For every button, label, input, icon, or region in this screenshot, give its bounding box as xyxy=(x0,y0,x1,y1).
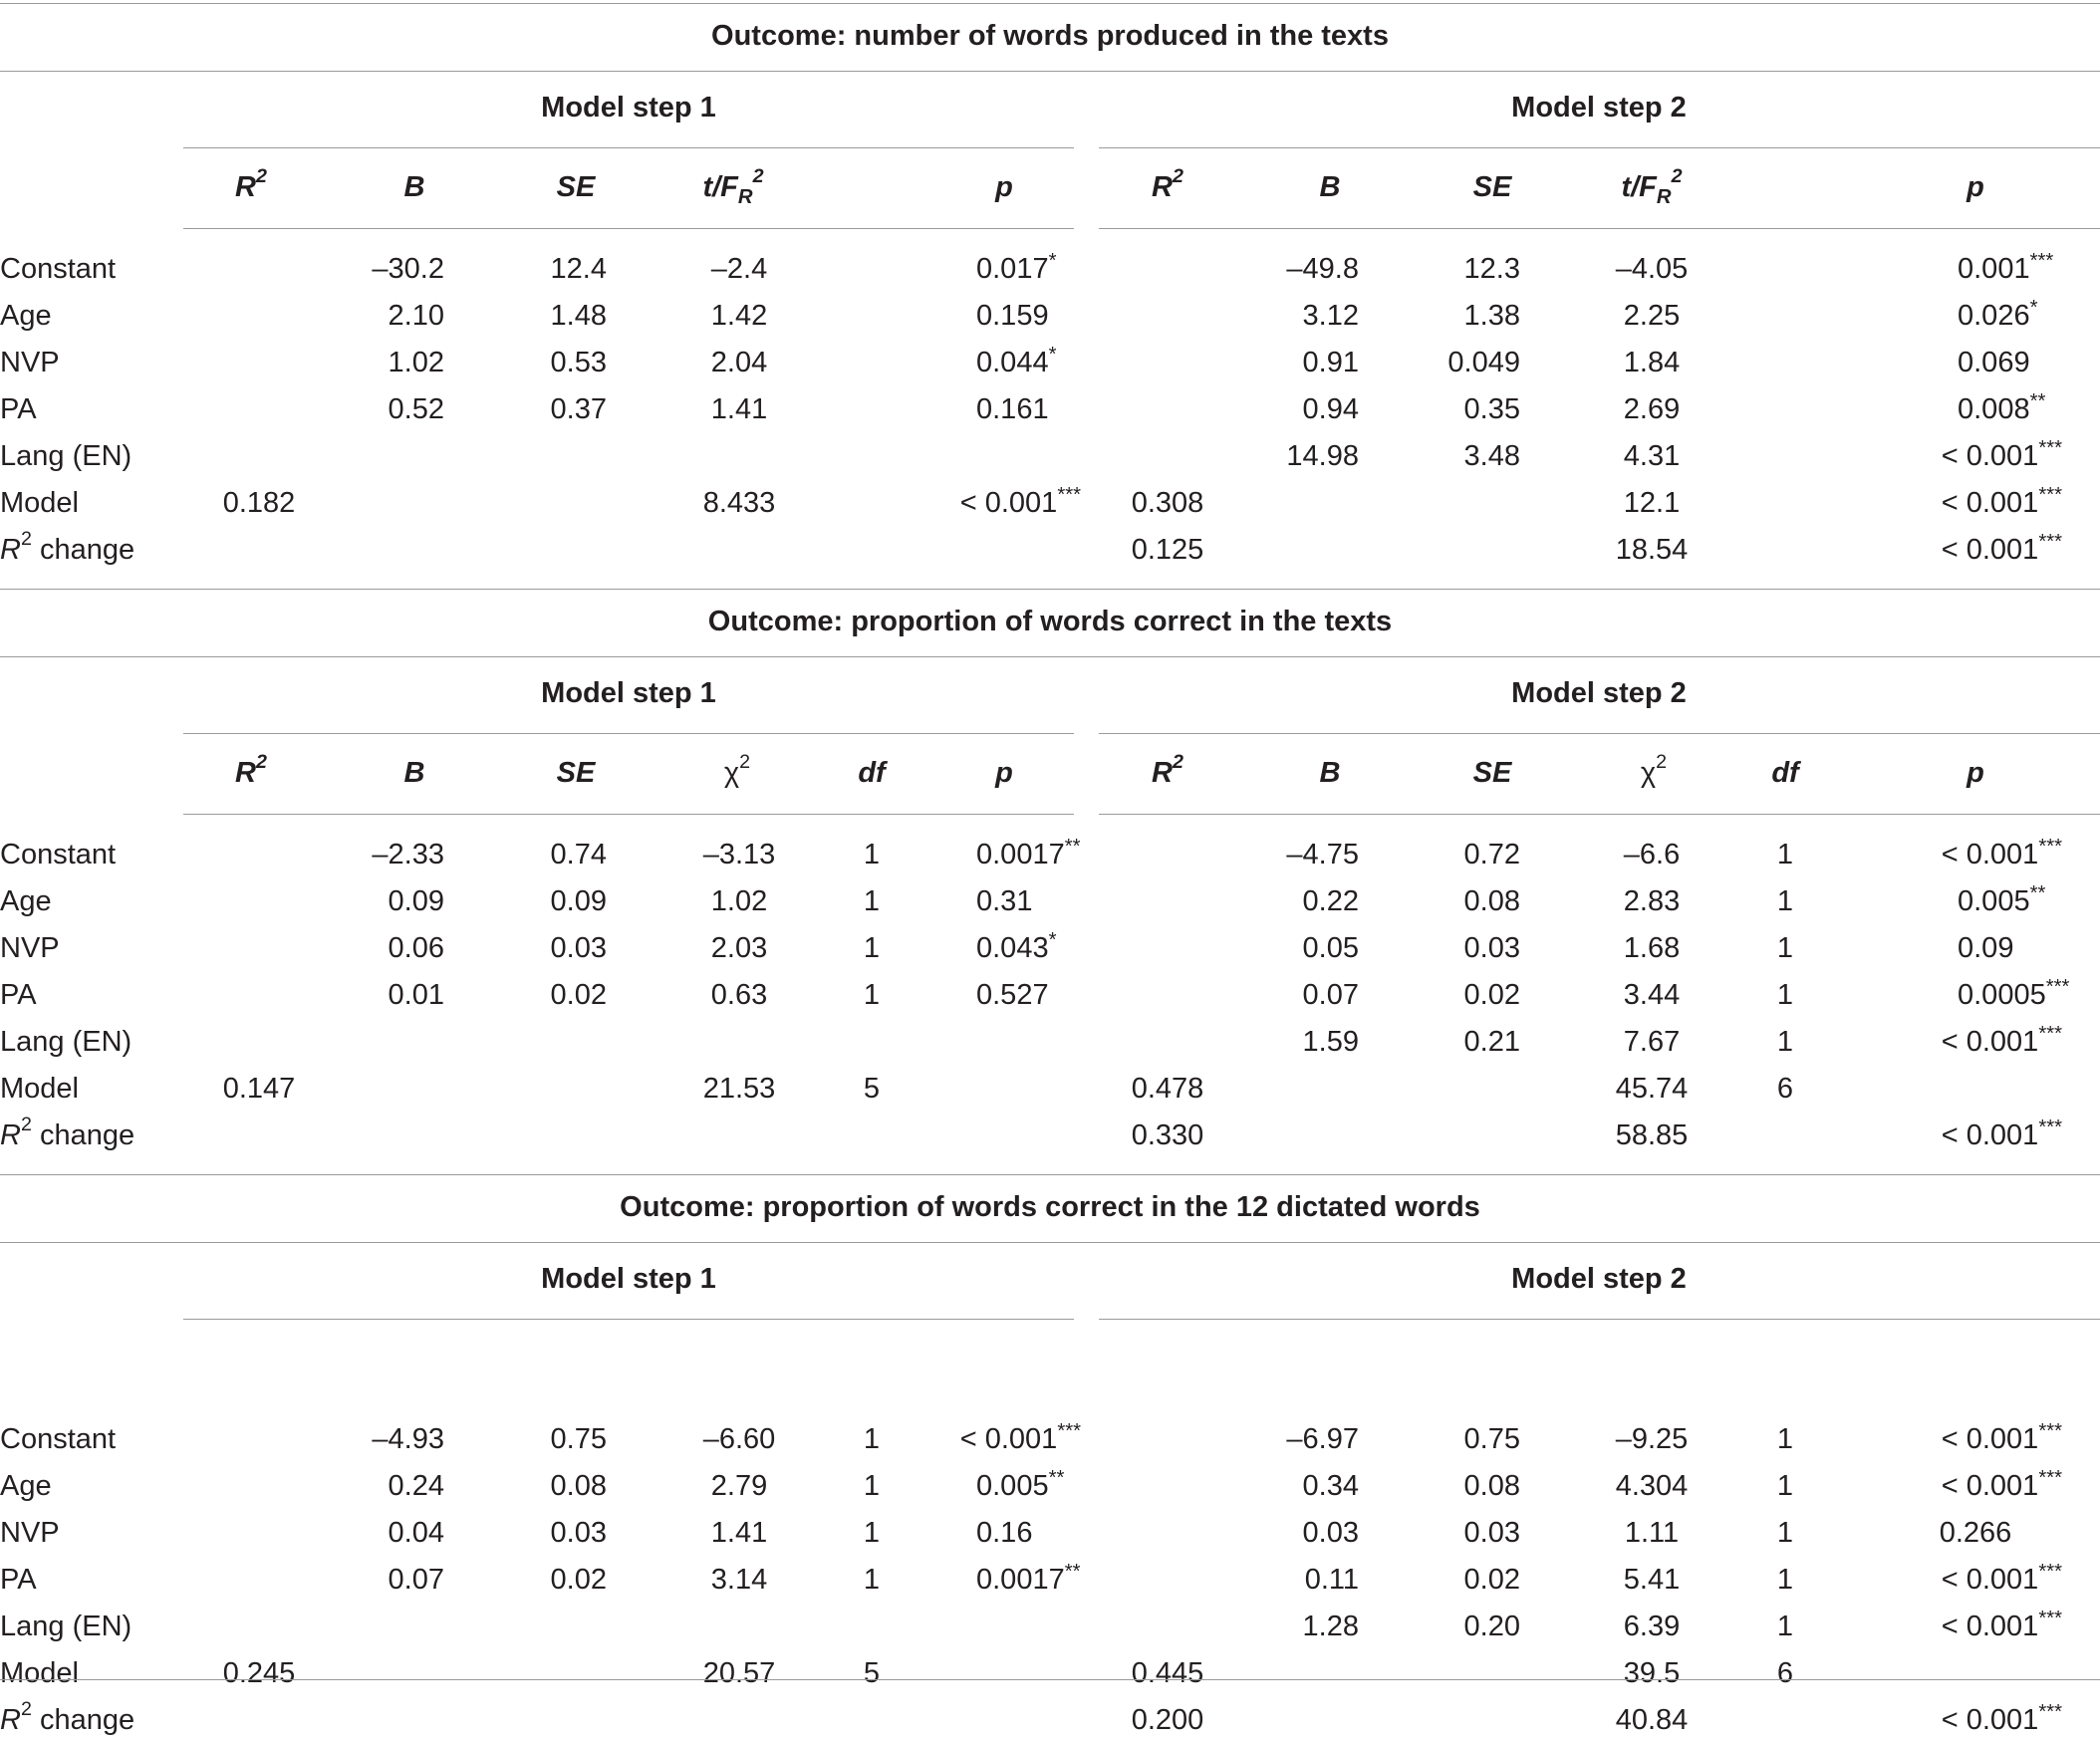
table-cell: 3.14 xyxy=(710,1564,768,1596)
table-cell: 0.75 xyxy=(1463,1423,1520,1455)
table-cell: –49.8 xyxy=(1286,253,1359,285)
column-header-SE: SE xyxy=(1472,171,1512,203)
table-cell: 0.03 xyxy=(1463,932,1520,964)
table-cell: 20.57 xyxy=(702,1657,776,1689)
table-cell: 0.09 xyxy=(550,885,607,917)
table-rule xyxy=(1099,814,2100,815)
table-cell: 8.433 xyxy=(702,487,776,519)
table-cell: 1.42 xyxy=(710,300,768,332)
table-cell: 0.09 xyxy=(1958,932,2014,964)
model-step-1-label: Model step 1 xyxy=(541,1263,716,1295)
table-rule xyxy=(0,1679,2100,1680)
table-cell: < 0.001*** xyxy=(1941,1419,2062,1455)
table-cell: 0.74 xyxy=(550,839,607,870)
table-rule xyxy=(0,71,2100,72)
table-cell: 0.159 xyxy=(976,300,1049,332)
section-title: Outcome: number of words produced in the texts xyxy=(711,20,1389,52)
table-cell: 1 xyxy=(1776,839,1794,870)
section-title: Outcome: proportion of words correct in the texts xyxy=(707,606,1393,637)
table-cell: 0.03 xyxy=(550,932,607,964)
row-label: Age xyxy=(0,300,52,332)
model-step-1-label: Model step 1 xyxy=(541,677,716,709)
table-cell: 0.91 xyxy=(1302,347,1359,378)
table-cell: 0.20 xyxy=(1463,1611,1520,1642)
table-cell: 0.37 xyxy=(550,393,607,425)
table-cell: 0.02 xyxy=(1463,1564,1520,1596)
model-step-2-label: Model step 2 xyxy=(1511,1263,1687,1295)
row-label: Lang (EN) xyxy=(0,1026,132,1058)
row-label: Constant xyxy=(0,253,117,285)
row-label: Constant xyxy=(0,1423,117,1455)
row-label: NVP xyxy=(0,347,60,378)
table-cell: 0.94 xyxy=(1302,393,1359,425)
table-rule xyxy=(0,1174,2100,1175)
table-cell: 0.0017** xyxy=(976,1560,1081,1596)
table-cell: 0.478 xyxy=(1131,1073,1204,1105)
table-cell: 0.03 xyxy=(1463,1517,1520,1549)
table-cell: < 0.001*** xyxy=(1941,1607,2062,1642)
table-cell: < 0.001*** xyxy=(1941,1700,2062,1736)
column-header-R2: $R^2$ xyxy=(235,165,267,203)
table-cell: 0.11 xyxy=(1304,1564,1359,1596)
table-cell: 0.05 xyxy=(1302,932,1359,964)
table-cell: < 0.001*** xyxy=(1941,530,2062,566)
table-cell: 0.02 xyxy=(550,979,607,1011)
table-cell: 3.44 xyxy=(1623,979,1681,1011)
row-label: PA xyxy=(0,979,37,1011)
table-cell: 0.026* xyxy=(1958,296,2038,332)
table-cell: 0.182 xyxy=(222,487,296,519)
table-rule xyxy=(1099,147,2100,148)
column-header-df: df xyxy=(1771,757,1799,789)
table-cell: 0.266 xyxy=(1939,1517,2012,1549)
table-cell: –2.33 xyxy=(372,839,444,870)
column-header-SE: SE xyxy=(1472,757,1512,789)
row-label: Model xyxy=(0,487,79,519)
table-cell: 0.06 xyxy=(388,932,444,964)
table-cell: < 0.001*** xyxy=(959,483,1081,519)
row-label: PA xyxy=(0,393,37,425)
table-cell: 0.0005*** xyxy=(1958,975,2070,1011)
table-cell: 1.28 xyxy=(1302,1611,1359,1642)
column-header-R2: $R^2$ xyxy=(1152,751,1183,789)
table-cell: 2.83 xyxy=(1623,885,1681,917)
table-cell: 12.1 xyxy=(1623,487,1681,519)
table-cell: 0.0017** xyxy=(976,835,1081,870)
row-label: NVP xyxy=(0,932,60,964)
table-cell: 2.69 xyxy=(1623,393,1681,425)
row-label: $R^2$ change xyxy=(0,528,135,566)
column-header-p: p xyxy=(1967,171,1984,203)
table-cell: 1.02 xyxy=(710,885,768,917)
row-label: Lang (EN) xyxy=(0,1611,132,1642)
table-cell: 1 xyxy=(1776,1611,1794,1642)
table-cell: 1 xyxy=(863,1423,881,1455)
table-rule xyxy=(1099,228,2100,229)
table-cell: 1 xyxy=(863,979,881,1011)
table-cell: 1 xyxy=(1776,1564,1794,1596)
table-cell: 0.008** xyxy=(1958,389,2046,425)
table-cell: 1 xyxy=(1776,979,1794,1011)
table-cell: 1 xyxy=(1776,1423,1794,1455)
table-cell: 1.48 xyxy=(550,300,607,332)
table-cell: < 0.001*** xyxy=(1941,483,2062,519)
column-header-chi: $\chi^2$ xyxy=(723,751,751,789)
table-cell: 1 xyxy=(1776,1470,1794,1502)
table-cell: –6.60 xyxy=(702,1423,776,1455)
table-cell: 2.25 xyxy=(1623,300,1681,332)
table-cell: 0.043* xyxy=(976,928,1057,964)
table-cell: < 0.001*** xyxy=(1941,1560,2062,1596)
table-cell: 0.527 xyxy=(976,979,1049,1011)
table-cell: 0.017* xyxy=(976,249,1057,285)
row-label: $R^2$ change xyxy=(0,1698,135,1736)
table-cell: 1 xyxy=(1776,1517,1794,1549)
table-rule xyxy=(183,814,1074,815)
table-cell: 1 xyxy=(863,839,881,870)
table-cell: 1.84 xyxy=(1623,347,1681,378)
table-cell: 0.52 xyxy=(388,393,444,425)
model-step-1-label: Model step 1 xyxy=(541,92,716,124)
table-cell: 18.54 xyxy=(1615,534,1689,566)
table-cell: 5.41 xyxy=(1623,1564,1681,1596)
row-label: NVP xyxy=(0,1517,60,1549)
column-header-p: p xyxy=(995,171,1013,203)
table-cell: 0.35 xyxy=(1463,393,1520,425)
table-cell: < 0.001*** xyxy=(1941,1116,2062,1151)
table-cell: 3.48 xyxy=(1463,440,1520,472)
table-cell: 4.304 xyxy=(1615,1470,1689,1502)
table-cell: 0.08 xyxy=(1463,1470,1520,1502)
table-cell: 0.07 xyxy=(1302,979,1359,1011)
table-cell: 0.22 xyxy=(1302,885,1359,917)
table-cell: 1 xyxy=(1776,932,1794,964)
table-cell: –4.75 xyxy=(1286,839,1359,870)
table-cell: 2.04 xyxy=(710,347,768,378)
column-header-chi: $\chi^2$ xyxy=(1640,751,1668,789)
table-cell: 6 xyxy=(1776,1657,1794,1689)
table-cell: 0.04 xyxy=(388,1517,444,1549)
column-header-SE: SE xyxy=(556,171,596,203)
row-label: Age xyxy=(0,1470,52,1502)
column-header-p: p xyxy=(1967,757,1984,789)
table-cell: 58.85 xyxy=(1615,1119,1689,1151)
section-title: Outcome: proportion of words correct in the 12 dictated words xyxy=(620,1191,1480,1223)
column-header-B: B xyxy=(403,757,425,789)
row-label: Age xyxy=(0,885,52,917)
row-label: Constant xyxy=(0,839,117,870)
table-cell: 0.069 xyxy=(1958,347,2030,378)
table-cell: 0.245 xyxy=(222,1657,296,1689)
column-header-p: p xyxy=(995,757,1013,789)
table-cell: 0.75 xyxy=(550,1423,607,1455)
table-cell: 1.68 xyxy=(1623,932,1681,964)
table-cell: 0.72 xyxy=(1463,839,1520,870)
table-cell: 1 xyxy=(863,1470,881,1502)
column-header-B: B xyxy=(1319,757,1341,789)
column-header-tF: $t/F_R^2$ xyxy=(1621,165,1683,208)
table-cell: 0.08 xyxy=(1463,885,1520,917)
table-rule xyxy=(0,589,2100,590)
table-cell: –9.25 xyxy=(1615,1423,1689,1455)
table-cell: 0.21 xyxy=(1463,1026,1520,1058)
table-cell: –4.05 xyxy=(1615,253,1689,285)
model-step-2-label: Model step 2 xyxy=(1511,92,1687,124)
table-cell: 0.161 xyxy=(976,393,1049,425)
table-cell: 21.53 xyxy=(702,1073,776,1105)
table-cell: –30.2 xyxy=(372,253,444,285)
table-cell: 0.02 xyxy=(550,1564,607,1596)
table-rule xyxy=(183,1319,1074,1320)
table-cell: 0.308 xyxy=(1131,487,1204,519)
table-cell: 0.005** xyxy=(976,1466,1065,1502)
table-cell: 0.16 xyxy=(976,1517,1033,1549)
table-cell: < 0.001*** xyxy=(1941,835,2062,870)
table-cell: 45.74 xyxy=(1615,1073,1689,1105)
table-cell: 0.24 xyxy=(388,1470,444,1502)
table-cell: < 0.001*** xyxy=(959,1419,1081,1455)
table-cell: 1.59 xyxy=(1302,1026,1359,1058)
column-header-B: B xyxy=(1319,171,1341,203)
table-cell: –6.97 xyxy=(1286,1423,1359,1455)
column-header-df: df xyxy=(858,757,886,789)
row-label: PA xyxy=(0,1564,37,1596)
table-cell: 1 xyxy=(1776,885,1794,917)
table-cell: –2.4 xyxy=(710,253,768,285)
table-cell: 0.03 xyxy=(1302,1517,1359,1549)
table-cell: –3.13 xyxy=(702,839,776,870)
table-rule xyxy=(183,147,1074,148)
table-rule xyxy=(0,656,2100,657)
table-cell: 12.4 xyxy=(550,253,607,285)
table-cell: 0.001*** xyxy=(1958,249,2054,285)
table-cell: 0.08 xyxy=(550,1470,607,1502)
table-rule xyxy=(183,733,1074,734)
table-cell: 0.005** xyxy=(1958,881,2046,917)
row-label: Lang (EN) xyxy=(0,440,132,472)
row-label: Model xyxy=(0,1073,79,1105)
table-cell: 1.38 xyxy=(1463,300,1520,332)
table-cell: 0.445 xyxy=(1131,1657,1204,1689)
table-cell: 1.11 xyxy=(1624,1517,1680,1549)
table-cell: 14.98 xyxy=(1286,440,1359,472)
table-cell: 7.67 xyxy=(1623,1026,1681,1058)
table-cell: 0.07 xyxy=(388,1564,444,1596)
table-cell: 1 xyxy=(863,1564,881,1596)
column-header-tF: $t/F_R^2$ xyxy=(702,165,764,208)
table-cell: 40.84 xyxy=(1615,1704,1689,1736)
table-cell: 0.03 xyxy=(550,1517,607,1549)
table-cell: 3.12 xyxy=(1302,300,1359,332)
table-rule xyxy=(0,3,2100,4)
table-rule xyxy=(183,228,1074,229)
table-cell: 0.147 xyxy=(222,1073,296,1105)
table-cell: 0.01 xyxy=(388,979,444,1011)
table-cell: 5 xyxy=(863,1073,881,1105)
table-cell: < 0.001*** xyxy=(1941,1466,2062,1502)
table-cell: 0.049 xyxy=(1447,347,1520,378)
table-cell: 0.125 xyxy=(1131,534,1204,566)
table-cell: 1 xyxy=(863,932,881,964)
column-header-R2: $R^2$ xyxy=(235,751,267,789)
table-cell: 5 xyxy=(863,1657,881,1689)
table-cell: < 0.001*** xyxy=(1941,1022,2062,1058)
table-cell: 0.53 xyxy=(550,347,607,378)
table-cell: 0.09 xyxy=(388,885,444,917)
table-cell: 0.200 xyxy=(1131,1704,1204,1736)
table-cell: 1 xyxy=(863,885,881,917)
table-cell: 0.02 xyxy=(1463,979,1520,1011)
table-rule xyxy=(1099,733,2100,734)
table-cell: 2.79 xyxy=(710,1470,768,1502)
table-cell: 0.330 xyxy=(1131,1119,1204,1151)
table-cell: 0.31 xyxy=(976,885,1033,917)
table-cell: 6.39 xyxy=(1623,1611,1681,1642)
row-label: Model xyxy=(0,1657,79,1689)
table-cell: –4.93 xyxy=(372,1423,444,1455)
table-cell: 2.03 xyxy=(710,932,768,964)
table-cell: 0.34 xyxy=(1302,1470,1359,1502)
table-cell: 6 xyxy=(1776,1073,1794,1105)
table-cell: 2.10 xyxy=(388,300,444,332)
table-cell: 1.02 xyxy=(388,347,444,378)
table-cell: –6.6 xyxy=(1623,839,1681,870)
column-header-R2: $R^2$ xyxy=(1152,165,1183,203)
table-cell: 1 xyxy=(863,1517,881,1549)
table-cell: 4.31 xyxy=(1623,440,1681,472)
table-cell: 1 xyxy=(1776,1026,1794,1058)
table-cell: 12.3 xyxy=(1463,253,1520,285)
table-cell: < 0.001*** xyxy=(1941,436,2062,472)
table-cell: 1.41 xyxy=(710,1517,768,1549)
table-cell: 0.044* xyxy=(976,343,1057,378)
row-label: $R^2$ change xyxy=(0,1114,135,1151)
table-cell: 0.63 xyxy=(710,979,768,1011)
model-step-2-label: Model step 2 xyxy=(1511,677,1687,709)
table-cell: 1.41 xyxy=(710,393,768,425)
column-header-B: B xyxy=(403,171,425,203)
table-rule xyxy=(1099,1319,2100,1320)
table-rule xyxy=(0,1242,2100,1243)
table-cell: 39.5 xyxy=(1623,1657,1681,1689)
column-header-SE: SE xyxy=(556,757,596,789)
